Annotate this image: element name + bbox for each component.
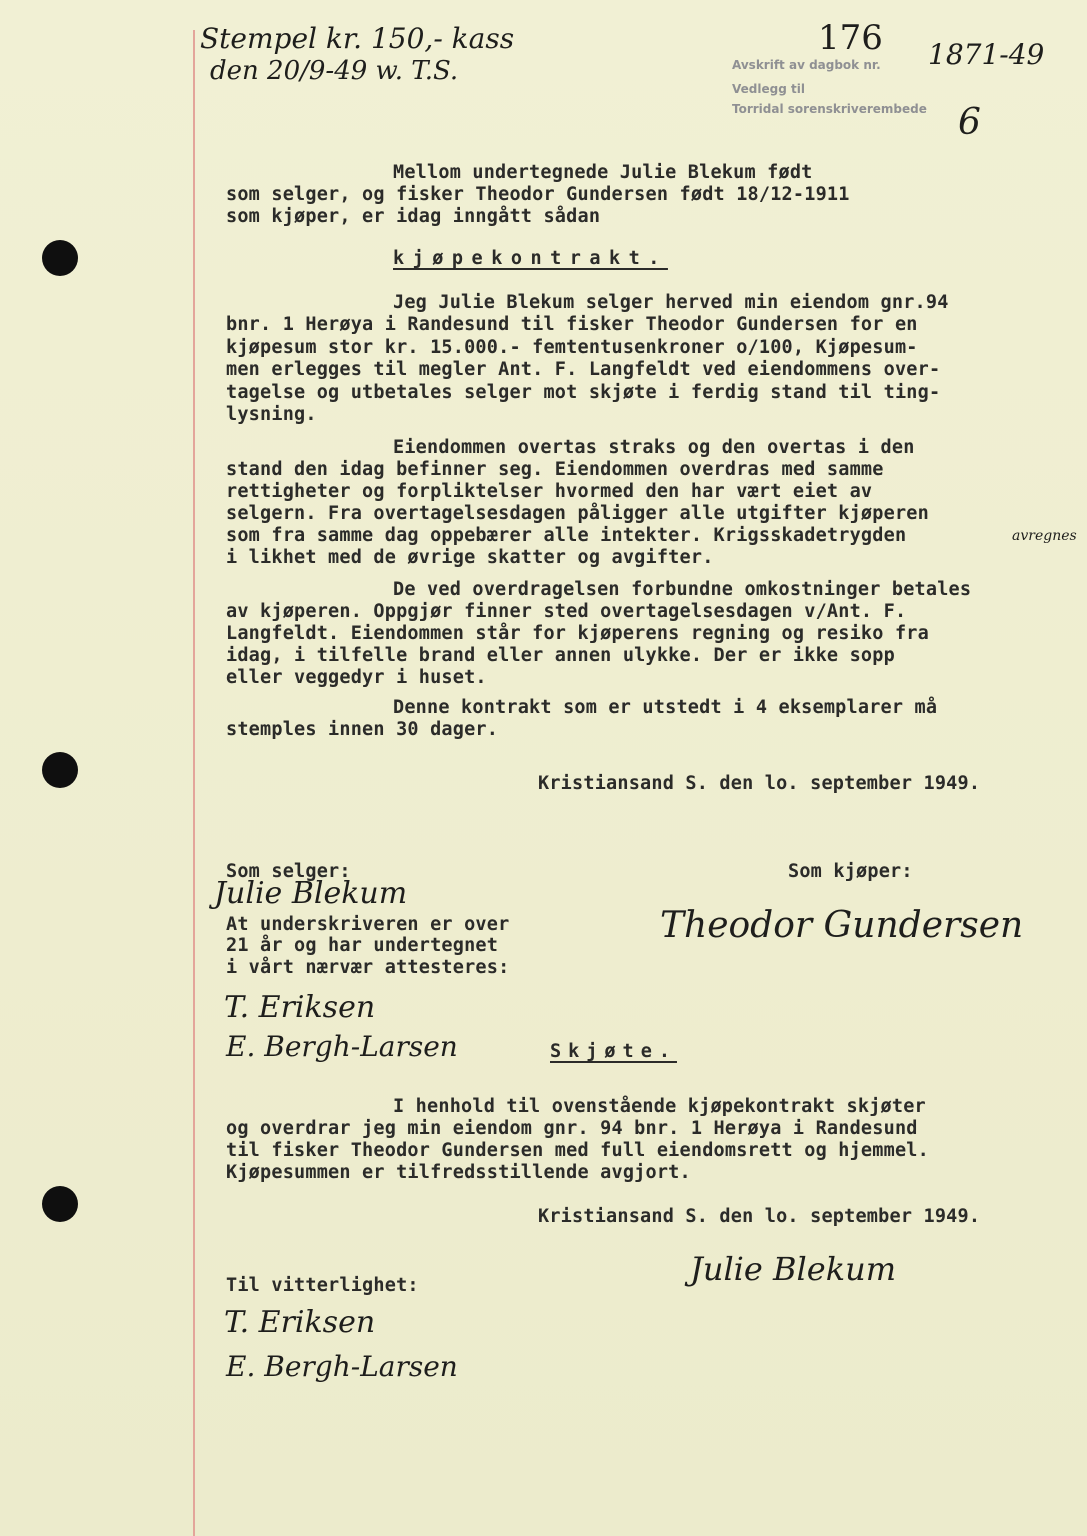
paragraph-line: selgern. Fra overtagelsesdagen påligger alle utgifter kjøperen — [226, 503, 929, 524]
stamp-note-line1: Stempel kr. 150,- kass — [200, 22, 515, 55]
paragraph-line: kjøpesum stor kr. 15.000.- femtentusenkroner o/100, Kjøpesum- — [226, 337, 918, 358]
paragraph-line: rettigheter og forpliktelser hvormed den har vært eiet av — [226, 481, 873, 502]
archive-stamp-line2: Vedlegg til — [732, 82, 805, 96]
witness-signature: T. Eriksen — [224, 990, 376, 1025]
paragraph-line: tagelse og utbetales selger mot skjøte i ferdig stand til ting- — [226, 382, 941, 403]
deed-line: til fisker Theodor Gundersen med full eiendomsrett og hjemmel. — [226, 1140, 929, 1161]
intro-line: som selger, og fisker Theodor Gundersen født 18/12-1911 — [226, 184, 850, 205]
folio-number: 176 — [818, 18, 883, 58]
margin-rule — [193, 30, 195, 1536]
attestation-line: At underskriveren er over — [226, 914, 510, 935]
paragraph-line: som fra samme dag oppebærer alle intekter. Krigsskadetrygden — [226, 525, 907, 546]
buyer-label: Som kjøper: — [788, 861, 913, 882]
deed-line: I henhold til ovenstående kjøpekontrakt skjøter — [393, 1096, 926, 1117]
deed-date-line: Kristiansand S. den lo. september 1949. — [538, 1206, 981, 1227]
paragraph-line: stand den idag befinner seg. Eiendommen overdras med samme — [226, 459, 884, 480]
contract-date-line: Kristiansand S. den lo. september 1949. — [538, 773, 981, 794]
archive-stamp-line1: Avskrift av dagbok nr. — [732, 58, 881, 72]
witness-signature: T. Eriksen — [224, 1305, 376, 1340]
paragraph-line: Jeg Julie Blekum selger herved min eiendom gnr.94 — [393, 292, 949, 313]
paragraph-line: Eiendommen overtas straks og den overtas i den — [393, 437, 915, 458]
paragraph-line: lysning. — [226, 404, 317, 425]
paragraph-line: Denne kontrakt som er utstedt i 4 eksemplarer må — [393, 697, 938, 718]
paragraph-line: av kjøperen. Oppgjør finner sted overtagelsesdagen v/Ant. F. — [226, 601, 907, 622]
paragraph-line: i likhet med de øvrige skatter og avgifter. — [226, 547, 714, 568]
paragraph-line: bnr. 1 Herøya i Randesund til fisker Theodor Gundersen for en — [226, 314, 918, 335]
paragraph-line: idag, i tilfelle brand eller annen ulykke. Der er ikke sopp — [226, 645, 895, 666]
paragraph-line: stemples innen 30 dager. — [226, 719, 499, 740]
paragraph-line: eller veggedyr i huset. — [226, 667, 487, 688]
contract-title: kjøpekontrakt. — [393, 248, 668, 269]
witness-label: Til vitterlighet: — [226, 1275, 419, 1296]
witness-signature: E. Bergh-Larsen — [226, 1030, 458, 1063]
punch-hole-top — [42, 240, 78, 276]
deed-line: og overdrar jeg min eiendom gnr. 94 bnr. 1 Herøya i Randesund — [226, 1118, 918, 1139]
paragraph-line: men erlegges til megler Ant. F. Langfeldt ved eiendommens over- — [226, 359, 941, 380]
dagbok-number: 1871-49 — [928, 38, 1045, 71]
intro-line: som kjøper, er idag inngått sådan — [226, 206, 601, 227]
archive-mark: 6 — [958, 102, 981, 143]
paragraph-line: Langfeldt. Eiendommen står for kjøperens regning og resiko fra — [226, 623, 929, 644]
margin-note: avregnes — [1012, 528, 1077, 544]
archive-stamp-line3: Torridal sorenskriverembede — [732, 102, 927, 116]
paragraph-line: De ved overdragelsen forbundne omkostninger betales — [393, 579, 972, 600]
punch-hole-middle — [42, 752, 78, 788]
deed-title: Skjøte. — [550, 1041, 677, 1062]
seller-label: Som selger: — [226, 861, 351, 882]
witness-signature: E. Bergh-Larsen — [226, 1350, 458, 1383]
attestation-line: i vårt nærvær attesteres: — [226, 957, 510, 978]
deed-signature: Julie Blekum — [690, 1250, 897, 1288]
attestation-line: 21 år og har undertegnet — [226, 935, 499, 956]
punch-hole-bottom — [42, 1186, 78, 1222]
deed-line: Kjøpesummen er tilfredsstillende avgjort. — [226, 1162, 691, 1183]
seller-signature: Julie Blekum — [214, 876, 408, 911]
stamp-note-line2: den 20/9-49 w. T.S. — [210, 56, 459, 86]
intro-line: Mellom undertegnede Julie Blekum født — [393, 162, 813, 183]
buyer-signature: Theodor Gundersen — [660, 905, 1024, 946]
